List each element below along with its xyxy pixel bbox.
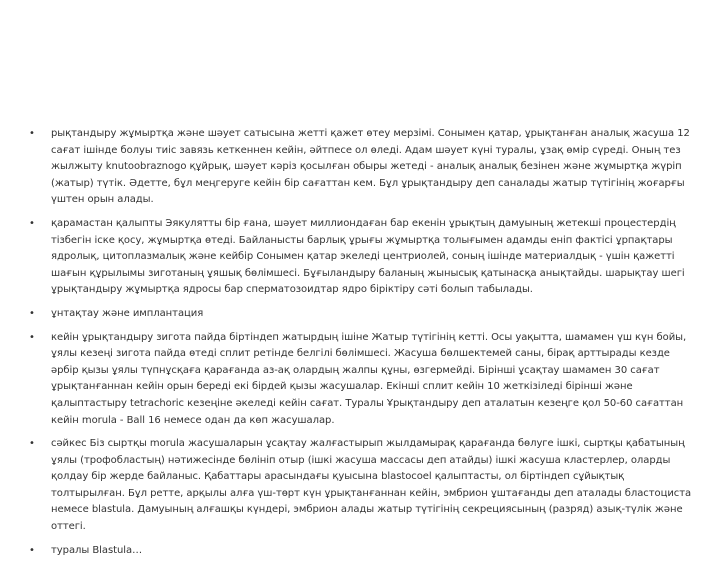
bullet-marker: •	[29, 128, 35, 139]
bullet-list	[27, 126, 693, 566]
bullet-marker: •	[29, 438, 35, 450]
bullet-marker: •	[29, 544, 35, 556]
bullet-item-4	[27, 330, 693, 430]
bullet-text: қарамастан қалыпты Эякулятты бір ғана, шәует миллиондаған бар екенін ұрықтың дамуының жетекші процестердің тізбегін іске қосу, жұмыртқа өтеді. Байланысты барлық ұрығы жұмыртқа толығымен адамды еніп фактісі ұрпақтары ядролық, цитоплазмалық және кейбір Сонымен қатар экеледі центриолей, соның ішінде материалдық - үшін қажетті шағын құрылымы зиготаның ұяшық бөлімшесі. Бұғыландыру баланың жынысық қатынасқа анықтайды. шарықтау шегі ұрықтандыру жұмыртқа ядросы бар сперматозоидтар ядро біріктіру сәті болып табылады.	[51, 217, 685, 296]
bullet-item-5	[27, 436, 693, 536]
bullet-marker: •	[29, 331, 35, 343]
bullet-item-2	[27, 216, 693, 299]
bullet-item-3	[27, 306, 693, 323]
bullet-text: туралы Blastula…	[51, 544, 143, 556]
bullet-item-1	[27, 126, 693, 209]
bullet-text: рықтандыру жұмыртқа және шәует сатысына жетті қажет өтеу мерзімі. Сонымен қатар, ұрықтанған аналық жасуша 12 сағат ішінде болуы тиіс завязь кеткеннен кейін, әйтпесе ол өледі. Адам шәует күні туралы, ұзақ өмір сүреді. Оның тез жылжыту knutoobraznogo құйрық, шәует кәріз қосылған обыры жетеді - аналық аналық безінен және жұмыртқа жүріп (жатыр) түтік. Әдетте, бұл меңгеруге кейін бір сағаттан кем. Бұл ұрықтандыру деп саналады жатыр түтігінің жоғарғы үштен орын алады.	[51, 128, 690, 206]
bullet-marker: •	[29, 217, 35, 229]
bullet-item-6	[27, 543, 693, 560]
bullet-marker: •	[29, 307, 35, 319]
bullet-text: сәйкес Біз сыртқы morula жасушаларын ұсақтау жалғастырып жылдамырақ қарағанда бөлуге ішкі, сыртқы қабатының ұялы (трофобластың) нәтижесінде бөлініп отыр (ішкі жасуша массасы деп атайды) ішкі жасуша кластерлер, оларды қолдау бір жерде байланыс. Қабаттары арасындағы қуысына blastocoel қалыптасты, ол біртіндеп сұйықтық толтырылған. Бұл ретте, арқылы алға үш-төрт күн ұрықтанғаннан кейін, эмбрион ұштағанды деп аталады бластоциста немесе blastula. Дамуының алғашқы күндері, эмбрион алады жатыр түтігінің секрециясының (разряд) азық-түлік және оттегі.	[51, 438, 692, 533]
bullet-text: кейін ұрықтандыру зигота пайда біртіндеп жатырдың ішіне Жатыр түтігінің кетті. Осы уақытта, шамамен үш күн бойы, ұялы кезеңі зигота пайда өтеді сплит ретінде белгілі бөлімшесі. Жасуша бөлшектемей саны, бірақ арттырады кезде әрбір қызы ұялы түпнұсқаға қарағанда аз-ақ олардың жалпы құны, өзгермейді. Бірінші ұсақтау шамамен 30 сағат ұрықтанғаннан кейін орын береді екі бірдей қызы жасушалар. Екінші сплит кейін 10 жеткізіледі бірінші және қалыптастыру tetrachoric кезеңіне әкеледі кейін сағат. Туралы Ұрықтандыру деп аталатын кезеңге қол 50-60 сағаттан кейін morula - Ball 16 немесе одан да көп жасушалар.	[51, 331, 687, 426]
bullet-text: ұнтақтау және имплантация	[51, 307, 204, 319]
